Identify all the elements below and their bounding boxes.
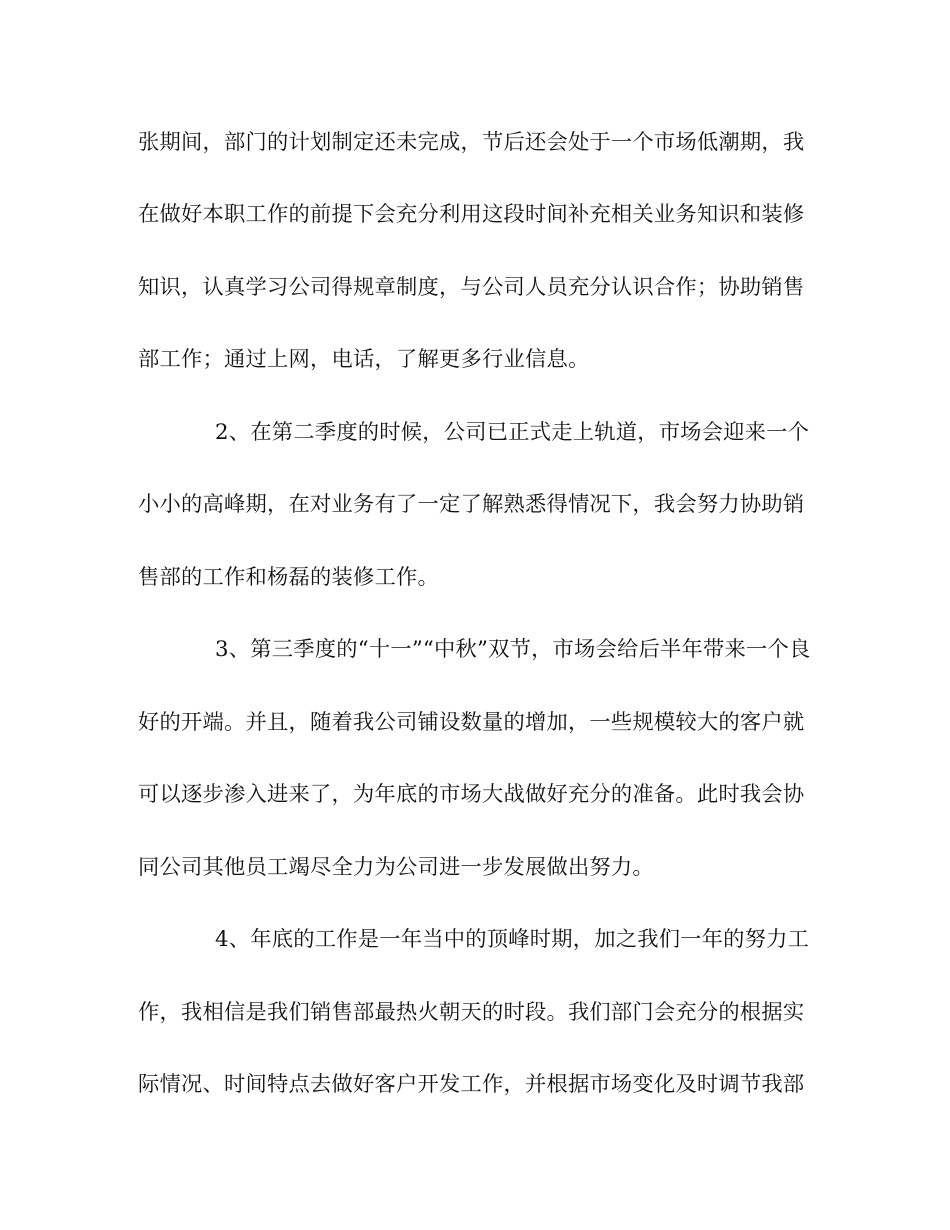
text-line: 小小的高峰期，在对业务有了一定了解熟悉得情况下，我会努力协助销 bbox=[138, 492, 805, 517]
text-line: 作，我相信是我们销售部最热火朝天的时段。我们部门会充分的根据实 bbox=[138, 1000, 805, 1025]
text-line: 同公司其他员工竭尽全力为公司进一步发展做出努力。 bbox=[138, 855, 654, 880]
text-line: 际情况、时间特点去做好客户开发工作，并根据市场变化及时调节我部 bbox=[138, 1072, 805, 1097]
text-line: 在做好本职工作的前提下会充分利用这段时间补充相关业务知识和装修 bbox=[138, 202, 805, 227]
text-line: 好的开端。并且，随着我公司铺设数量的增加，一些规模较大的客户就 bbox=[138, 710, 805, 735]
text-line: 知识，认真学习公司得规章制度，与公司人员充分认识合作；协助销售 bbox=[138, 275, 805, 300]
text-line: 可以逐步渗入进来了，为年底的市场大战做好充分的准备。此时我会协 bbox=[138, 782, 805, 807]
paragraph-3-first-line: 3、第三季度的“十一”“中秋”双节，市场会给后半年带来一个良 bbox=[215, 637, 811, 662]
text-line: 售部的工作和杨磊的装修工作。 bbox=[138, 565, 439, 590]
paragraph-4-first-line: 4、年底的工作是一年当中的顶峰时期，加之我们一年的努力工 bbox=[215, 927, 810, 952]
paragraph-2-first-line: 2、在第二季度的时候，公司已正式走上轨道，市场会迎来一个 bbox=[215, 420, 810, 445]
text-line: 部工作；通过上网，电话，了解更多行业信息。 bbox=[138, 347, 590, 372]
text-line: 张期间，部门的计划制定还未完成，节后还会处于一个市场低潮期，我 bbox=[138, 130, 805, 155]
